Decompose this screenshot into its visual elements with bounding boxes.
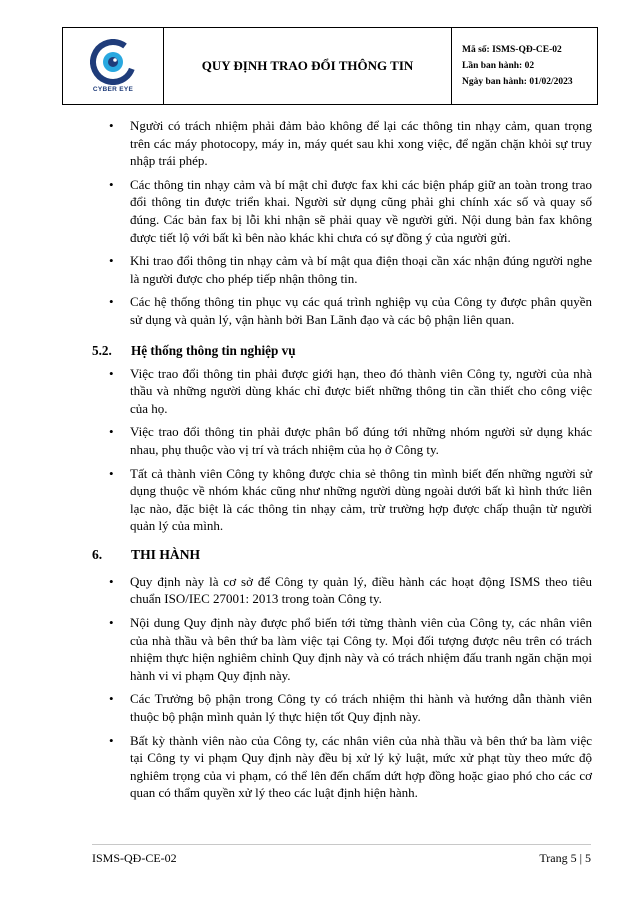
logo-text: CYBER EYE [92, 86, 134, 93]
bullet-icon: • [109, 253, 114, 269]
document-meta [452, 28, 597, 104]
section-5-2-bullet-list [92, 365, 592, 535]
bullet-icon: • [109, 615, 114, 631]
list-item: • Việc trao đổi thông tin phải được phân bổ đúng tới những nhóm người sử dụng khác nhau, phụ thuộc vào vị trí và trách nhiệm của họ ở Công ty. [109, 424, 592, 457]
list-item: • Quy định này là cơ sở để Công ty quản lý, điều hành các hoạt động ISMS theo tiêu chuẩn ISO/IEC 27001: 2013 trong toàn Công ty. [109, 573, 592, 607]
section-6-bullet-list [92, 573, 592, 802]
list-item: • Khi trao đổi thông tin nhạy cảm và bí mật qua điện thoại cần xác nhận đúng người nghe là người được cho phép tiếp nhận thông tin. [109, 253, 592, 286]
bullet-icon: • [109, 118, 114, 133]
list-item: • Các thông tin nhạy cảm và bí mật chỉ được fax khi các biện pháp giữ an toàn trong trao đổi thông tin được triển khai. Người sử dụng cũng phải ghi chính xác số và quay số đúng. Các bản fax bị lỗi khi nhận sẽ phải quay về người gửi. Nội dung bản fax không được tiết lộ với bất kì bên nào khác khi chưa có sự đồng ý của người gửi. [109, 176, 592, 245]
footer-doc-code: ISMS-QĐ-CE-02 [92, 851, 177, 865]
list-item: • Tất cả thành viên Công ty không được chia sẻ thông tin mình biết đến những người sử dụng thuộc về nhóm khác cũng như những người dùng ngoài dưới bất kì hình thức liên lạc nào, đặc biệt là các thông tin nhạy cảm, trừ trường hợp được chấp thuận từ người quản lý của mình. [109, 465, 592, 534]
doc-code: Mã số: ISMS-QĐ-CE-02 [462, 45, 562, 55]
bullet-icon: • [109, 732, 114, 748]
list-item: • Người có trách nhiệm phải đảm bảo không để lại các thông tin nhạy cảm, quan trọng trên các máy photocopy, máy in, máy quét sau khi xong việc, để ngăn chặn khỏi sự truy nhập trái phép. [109, 118, 592, 169]
list-item: • Các Trưởng bộ phận trong Công ty có trách nhiệm thi hành và hướng dẫn thành viên thuộc bộ phận mình quản lý thực hiện tốt Quy định này. [109, 691, 592, 725]
section-heading-6 [92, 547, 592, 563]
section-title: THI HÀNH [131, 546, 201, 562]
company-logo [63, 28, 164, 104]
issue-date: Ngày ban hành: 01/02/2023 [462, 77, 573, 87]
section-title: Hệ thống thông tin nghiệp vụ [131, 342, 296, 358]
bullet-icon: • [109, 176, 114, 192]
document-body [92, 117, 592, 808]
bullet-icon: • [109, 365, 114, 381]
bullet-icon: • [109, 465, 114, 481]
issue-number: Lần ban hành: 02 [462, 61, 535, 71]
list-item: • Các hệ thống thông tin phục vụ các quá trình nghiệp vụ của Công ty được phân quyền sử dụng và quản lý, vận hành bởi Ban Lãnh đạo và các bộ phận liên quan. [109, 294, 592, 327]
footer-divider [92, 844, 591, 845]
list-item: • Việc trao đổi thông tin phải được giới hạn, theo đó thành viên Công ty, người của nhà thầu và những người dùng khác chỉ được biết những thông tin cần thiết cho công việc của họ. [109, 365, 592, 416]
footer-page-number: Trang 5 | 5 [539, 851, 591, 865]
section-heading-5-2 [92, 343, 592, 359]
document-title: QUY ĐỊNH TRAO ĐỔI THÔNG TIN [164, 28, 452, 104]
bullet-icon: • [109, 294, 114, 310]
list-item: • Nội dung Quy định này được phổ biến tới từng thành viên của Công ty, các nhân viên của nhà thầu và bên thứ ba làm việc tại Công ty. Mọi đối tượng được nêu trên có trách nhiệm thực hiện nghiêm chỉnh Quy định này và có trách nhiệm đấu tranh ngăn chặn mọi hành vi vi phạm Quy định này. [109, 615, 592, 683]
bullet-icon: • [109, 573, 114, 589]
bullet-icon: • [109, 691, 114, 707]
cyber-eye-logo-icon [90, 39, 136, 85]
section-number: 6. [92, 546, 103, 562]
intro-bullet-list [92, 117, 592, 329]
section-number: 5.2. [92, 342, 112, 358]
bullet-icon: • [109, 424, 114, 440]
document-header [62, 27, 598, 105]
list-item: • Bất kỳ thành viên nào của Công ty, các nhân viên của nhà thầu và bên thứ ba làm việc tại Công ty vi phạm Quy định này đều bị xử lý kỷ luật, mức xử phạt tùy theo mức độ nghiêm trọng của vi phạm, có thể lên đến chấm dứt hợp đồng hoặc giao phó cho các cơ quan có thẩm quyền xử lý theo các luật định hiện hành. [109, 732, 592, 801]
